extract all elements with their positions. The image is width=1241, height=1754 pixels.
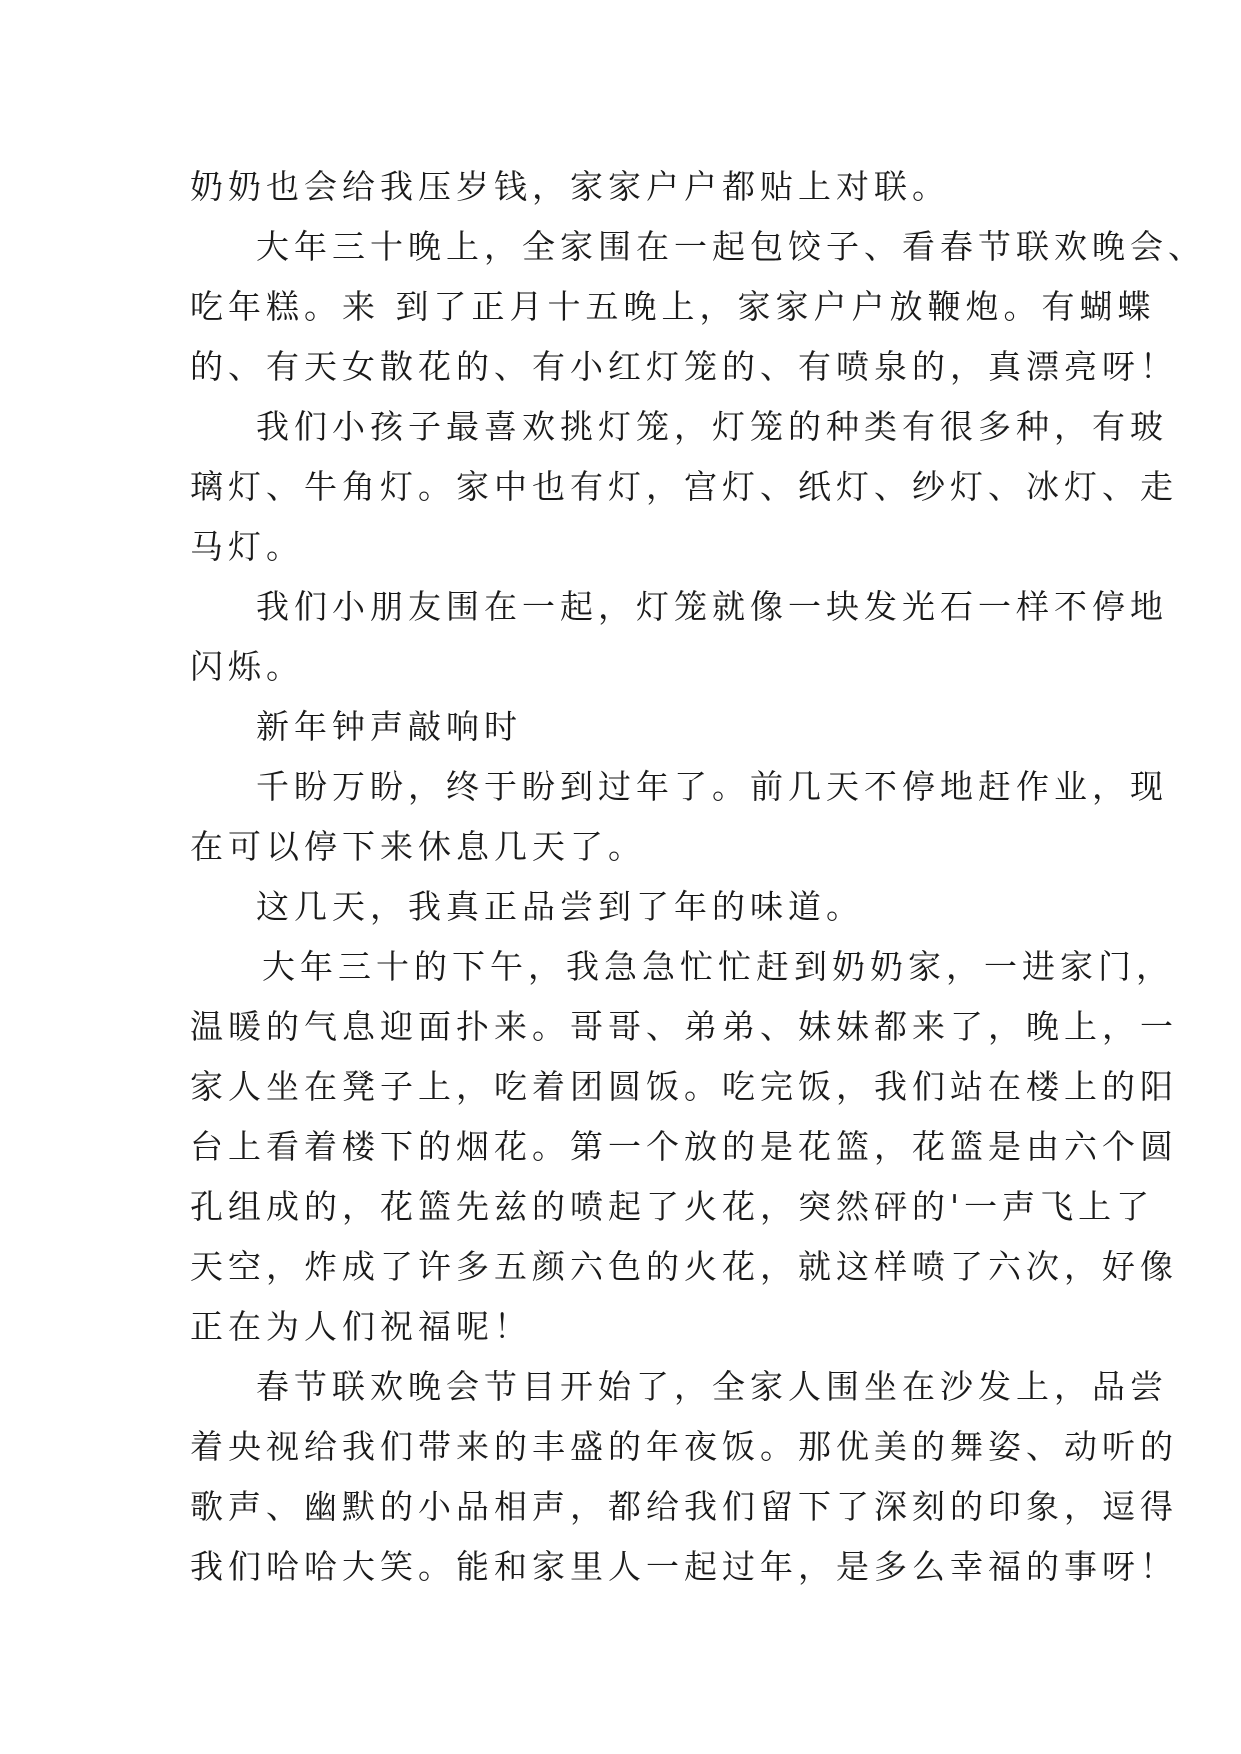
- text-line: 千盼万盼，终于盼到过年了。前几天不停地赶作业，现: [256, 767, 1168, 806]
- text-line: 大年三十的下午，我急急忙忙赶到奶奶家，一进家门，: [262, 947, 1174, 986]
- text-line: 奶奶也会给我压岁钱，家家户户都贴上对联。: [190, 167, 950, 206]
- text-line: 我们小孩子最喜欢挑灯笼，灯笼的种类有很多种，有玻: [256, 407, 1168, 446]
- text-line: 我们小朋友围在一起，灯笼就像一块发光石一样不停地: [256, 587, 1168, 626]
- text-line: 正在为人们祝福呢！: [190, 1307, 532, 1346]
- text-line: 吃年糕。来 到了正月十五晚上，家家户户放鞭炮。有蝴蝶: [190, 287, 1156, 326]
- text-line: 大年三十晚上，全家围在一起包饺子、看春节联欢晚会、: [256, 227, 1206, 266]
- text-line: 歌声、幽默的小品相声，都给我们留下了深刻的印象，逗得: [190, 1487, 1178, 1526]
- text-line: 孔组成的，花篮先兹的喷起了火花，突然砰的'一声飞上了: [190, 1187, 1155, 1226]
- text-line: 家人坐在凳子上，吃着团圆饭。吃完饭，我们站在楼上的阳: [190, 1067, 1178, 1106]
- text-line: 我们哈哈大笑。能和家里人一起过年，是多么幸福的事呀！: [190, 1547, 1178, 1586]
- text-line: 在可以停下来休息几天了。: [190, 827, 646, 866]
- section-heading: 新年钟声敲响时: [256, 707, 522, 746]
- text-line: 温暖的气息迎面扑来。哥哥、弟弟、妹妹都来了，晚上，一: [190, 1007, 1178, 1046]
- text-line: 台上看着楼下的烟花。第一个放的是花篮，花篮是由六个圆: [190, 1127, 1178, 1166]
- text-line: 马灯。: [190, 527, 304, 566]
- text-line: 春节联欢晚会节目开始了，全家人围坐在沙发上，品尝: [256, 1367, 1168, 1406]
- text-line: 的、有天女散花的、有小红灯笼的、有喷泉的，真漂亮呀！: [190, 347, 1178, 386]
- text-line: 璃灯、牛角灯。家中也有灯，宫灯、纸灯、纱灯、冰灯、走: [190, 467, 1178, 506]
- text-line: 天空，炸成了许多五颜六色的火花，就这样喷了六次，好像: [190, 1247, 1178, 1286]
- text-line: 闪烁。: [190, 647, 304, 686]
- text-line: 着央视给我们带来的丰盛的年夜饭。那优美的舞姿、动听的: [190, 1427, 1178, 1466]
- text-line: 这几天，我真正品尝到了年的味道。: [256, 887, 864, 926]
